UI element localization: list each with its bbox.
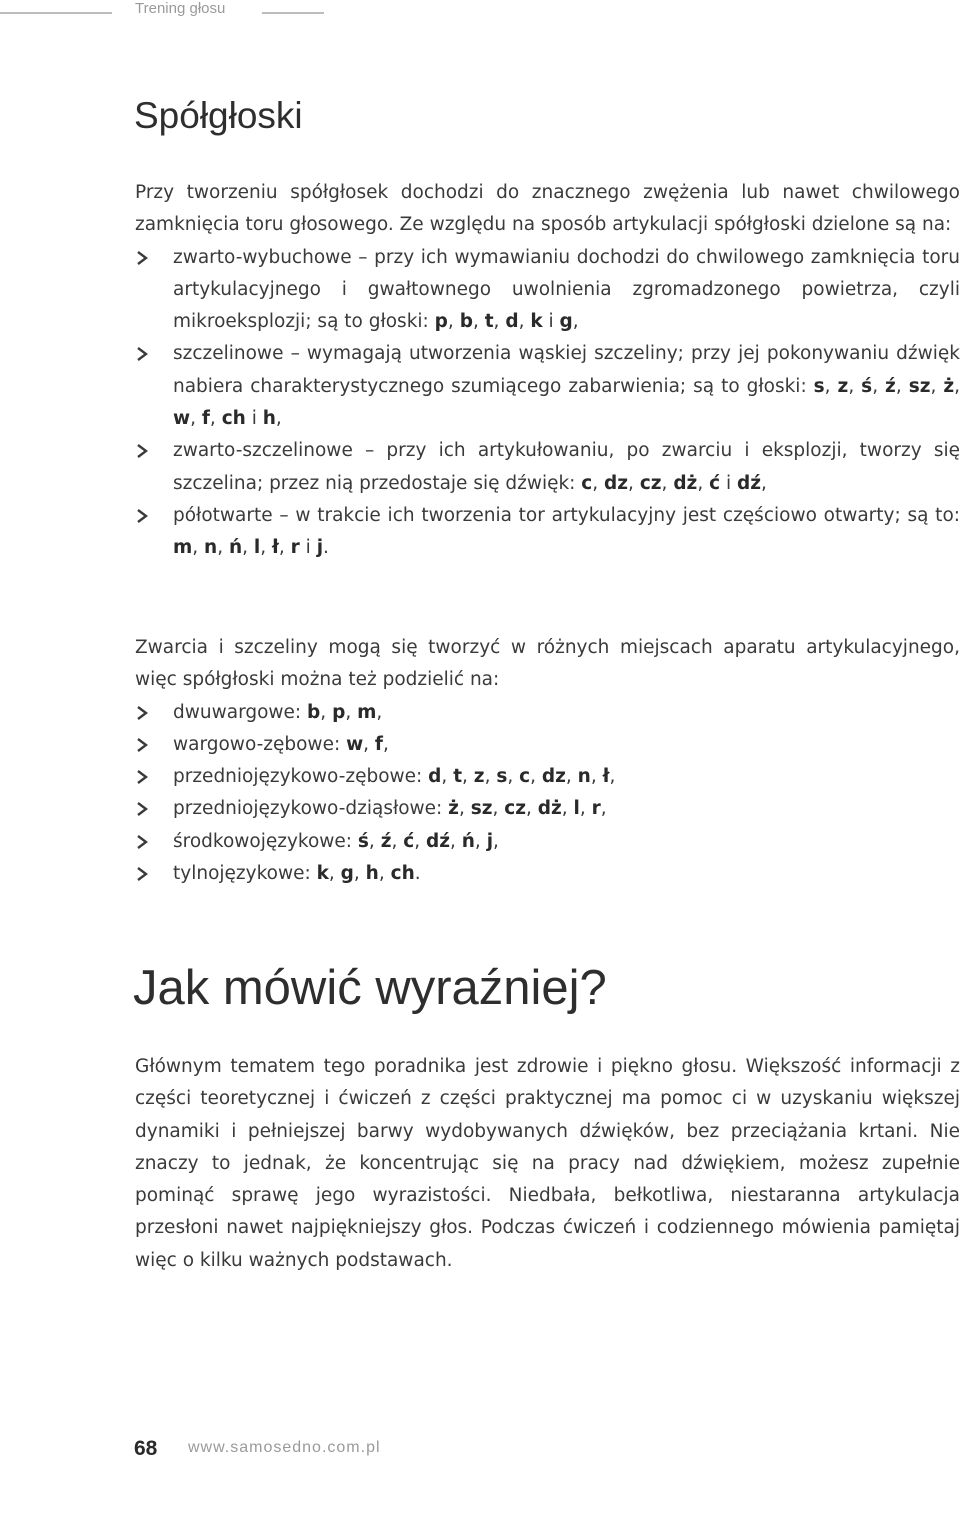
- list-item: wargowo-zębowe: w, f,: [135, 729, 960, 761]
- intro-paragraph: Zwarcia i szczeliny mogą się tworzyć w różnych miejscach aparatu artykulacyjnego, więc spółgłoski można też podzielić na:: [135, 637, 960, 691]
- item-text: zwarto-wybuchowe – przy ich wymawianiu dochodzi do chwilowego zamknięcia toru artykulacyjnego i gwałtownego uwolnienia zgromadzonego powietrza, czyli mikroeksplozji; są to głoski:: [173, 246, 960, 333]
- consonant-symbol: g: [340, 863, 354, 885]
- consonant-symbol: ł: [602, 766, 610, 788]
- section-place: [135, 632, 960, 890]
- item-end: ,: [493, 830, 499, 852]
- chevron-right-icon: [135, 770, 149, 784]
- consonant-symbol: b: [459, 311, 473, 333]
- chevron-right-icon: [135, 835, 149, 849]
- section-heading: Spółgłoski: [134, 95, 303, 136]
- consonant-symbol: t: [484, 311, 494, 333]
- consonant-symbol: ń: [228, 537, 243, 559]
- item-text: zwarto-szczelinowe – przy ich artykułowaniu, po zwarciu i eksplozji, tworzy się szczelina; przez nią przedostaje się dźwięk:: [173, 440, 960, 494]
- item-end: ,: [609, 766, 616, 788]
- consonant-symbol: d: [505, 311, 519, 333]
- consonant-symbol: g: [559, 311, 573, 333]
- consonant-symbol: ch: [221, 408, 246, 430]
- chevron-right-icon: [135, 347, 149, 361]
- chevron-right-icon: [135, 738, 149, 752]
- consonant-symbol: n: [577, 766, 591, 788]
- item-text: przedniojęzykowo-dziąsłowe:: [173, 798, 449, 820]
- header-rule-left: [0, 12, 112, 14]
- list-item: środkowojęzykowe: ś, ź, ć, dź, ń, j,: [135, 826, 960, 858]
- running-title: Trening głosu: [135, 0, 226, 17]
- consonant-symbol: dź: [425, 830, 450, 852]
- consonant-symbol: z: [837, 375, 849, 397]
- item-end: ,: [275, 408, 282, 430]
- consonant-symbol: r: [290, 537, 300, 559]
- consonant-symbol: dz: [541, 766, 566, 788]
- item-end: ,: [600, 798, 607, 820]
- chevron-right-icon: [135, 802, 149, 816]
- consonant-symbol: r: [591, 798, 601, 820]
- consonant-symbol: d: [428, 766, 442, 788]
- footer-url: www.samosedno.com.pl: [188, 1439, 381, 1456]
- consonant-symbol: j: [316, 537, 324, 559]
- item-end: ,: [376, 701, 383, 723]
- consonant-symbol: p: [434, 311, 448, 333]
- item-end: ,: [572, 311, 579, 333]
- consonant-symbol: b: [307, 701, 321, 723]
- consonant-symbol: s: [813, 375, 825, 397]
- chevron-right-icon: [135, 867, 149, 881]
- list-item: zwarto-wybuchowe – przy ich wymawianiu dochodzi do chwilowego zamknięcia toru artykulacyjnego i gwałtownego uwolnienia zgromadzonego powietrza, czyli mikroeksplozji; są to głoski: p, b, t, d, k i g,: [135, 242, 960, 339]
- section-articulation: [135, 177, 960, 565]
- consonant-symbol: ń: [461, 830, 475, 852]
- running-header: [0, 0, 960, 30]
- chevron-right-icon: [135, 706, 149, 720]
- consonant-symbol: ż: [943, 375, 955, 397]
- consonant-symbol: ź: [885, 375, 896, 397]
- consonant-symbol: z: [473, 766, 485, 788]
- consonant-symbol: j: [486, 830, 494, 852]
- header-rule-right: [262, 12, 324, 14]
- page-number: 68: [134, 1437, 158, 1460]
- chevron-right-icon: [135, 251, 149, 265]
- section-clarity: [135, 1051, 960, 1277]
- main-heading: Jak mówić wyraźniej?: [133, 961, 607, 1015]
- consonant-symbol: c: [519, 766, 531, 788]
- consonant-symbol: ł: [272, 537, 279, 559]
- consonant-symbol: ć: [709, 472, 721, 494]
- consonant-symbol: w: [346, 733, 364, 755]
- consonant-symbol: p: [332, 701, 346, 723]
- consonant-symbol: m: [357, 701, 377, 723]
- item-text: przedniojęzykowo-zębowe:: [173, 766, 429, 788]
- consonant-symbol: sz: [470, 798, 493, 820]
- item-text: wargowo-zębowe:: [173, 733, 347, 755]
- list-item: zwarto-szczelinowe – przy ich artykułowaniu, po zwarciu i eksplozji, tworzy się szczelina; przez nią przedostaje się dźwięk: c, dz, cz, dż, ć i dź,: [135, 435, 960, 500]
- consonant-symbol: h: [262, 408, 276, 430]
- item-text: półotwarte – w trakcie ich tworzenia tor artykulacyjny jest częściowo otwarty; są to:: [173, 504, 960, 526]
- consonant-symbol: s: [496, 766, 508, 788]
- item-end: ,: [760, 472, 767, 494]
- consonant-symbol: ch: [390, 863, 415, 885]
- consonant-symbol: dż: [537, 798, 562, 820]
- consonant-symbol: cz: [639, 472, 662, 494]
- consonant-symbol: ć: [403, 830, 415, 852]
- chevron-right-icon: [135, 509, 149, 523]
- consonant-symbol: k: [316, 863, 329, 885]
- list-item: tylnojęzykowe: k, g, h, ch.: [135, 858, 960, 890]
- item-text: tylnojęzykowe:: [173, 863, 317, 885]
- list-item: dwuwargowe: b, p, m,: [135, 697, 960, 729]
- list-item: przedniojęzykowo-dziąsłowe: ż, sz, cz, dż, l, r,: [135, 793, 960, 825]
- item-text: szczelinowe – wymagają utworzenia wąskiej szczeliny; przy jej pokonywaniu dźwięk nabiera charakterystycznego szumiącego zabarwienia; są to głoski:: [173, 343, 960, 397]
- consonant-symbol: h: [365, 863, 379, 885]
- consonant-symbol: dz: [604, 472, 629, 494]
- item-end: .: [323, 537, 329, 559]
- list-item: szczelinowe – wymagają utworzenia wąskiej szczeliny; przy jej pokonywaniu dźwięk nabiera charakterystycznego szumiącego zabarwienia; są to głoski: s, z, ś, ź, sz, ż, w, f, ch i h,: [135, 338, 960, 435]
- consonant-symbol: c: [581, 472, 593, 494]
- consonant-symbol: dź: [736, 472, 761, 494]
- consonant-symbol: n: [204, 537, 218, 559]
- list-item: półotwarte – w trakcie ich tworzenia tor artykulacyjny jest częściowo otwarty; są to: m, n, ń, l, ł, r i j.: [135, 500, 960, 565]
- item-end: .: [414, 863, 421, 885]
- consonant-symbol: k: [530, 311, 543, 333]
- consonant-symbol: sz: [908, 375, 931, 397]
- consonant-symbol: ź: [380, 830, 392, 852]
- place-list: [135, 697, 960, 891]
- consonant-symbol: ś: [357, 830, 369, 852]
- consonant-symbol: m: [173, 537, 193, 559]
- item-end: ,: [382, 733, 389, 755]
- consonant-symbol: w: [173, 408, 191, 430]
- consonant-symbol: f: [374, 733, 383, 755]
- consonant-symbol: f: [201, 408, 210, 430]
- consonant-symbol: t: [453, 766, 463, 788]
- consonant-symbol: ż: [448, 798, 459, 820]
- consonant-symbol: ś: [861, 375, 873, 397]
- articulation-list: [135, 242, 960, 565]
- consonant-symbol: l: [573, 798, 580, 820]
- chevron-right-icon: [135, 444, 149, 458]
- consonant-symbol: l: [253, 537, 261, 559]
- consonant-symbol: cz: [504, 798, 526, 820]
- item-text: środkowojęzykowe:: [173, 830, 358, 852]
- consonant-symbol: dż: [673, 472, 698, 494]
- list-item: przedniojęzykowo-zębowe: d, t, z, s, c, dz, n, ł,: [135, 761, 960, 793]
- intro-paragraph: Przy tworzeniu spółgłosek dochodzi do znacznego zwężenia lub nawet chwilowego zamknięcia toru głosowego. Ze względu na sposób artykulacji spółgłoski dzielone są na:: [135, 182, 960, 236]
- item-text: dwuwargowe:: [173, 701, 308, 723]
- body-paragraph: Głównym tematem tego poradnika jest zdrowie i piękno głosu. Większość informacji z części teoretycznej i ćwiczeń z części praktycznej ma pomoc ci w uzyskaniu większej dynamiki i pełniejszej barwy wydobywanych dźwięków, bez przeciążania krtani. Nie znaczy to jednak, że koncentrując się na pracy nad dźwiękiem, możesz zupełnie pominąć sprawę jego wyrazistości. Niedbała, bełkotliwa, niestaranna artykulacja przesłoni nawet najpiękniejszy głos. Podczas ćwiczeń i codziennego mówienia pamiętaj więc o kilku ważnych podstawach.: [135, 1056, 960, 1271]
